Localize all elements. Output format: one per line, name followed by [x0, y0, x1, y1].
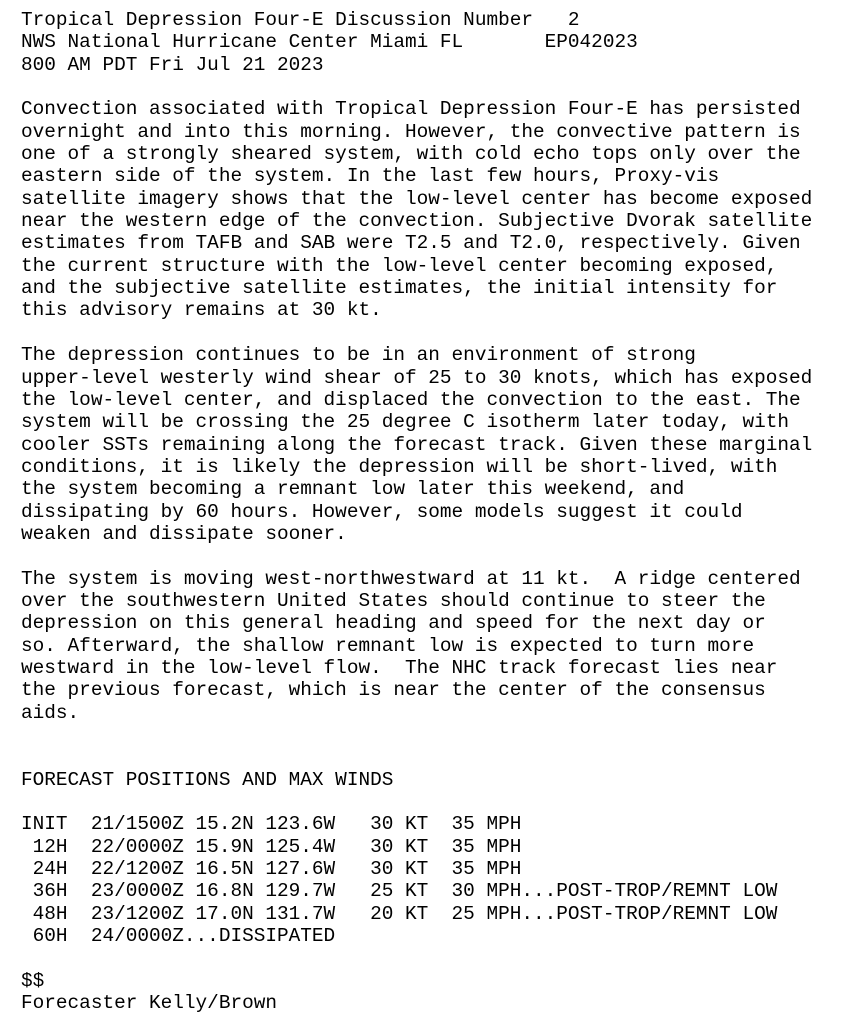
paragraph-line: Convection associated with Tropical Depression Four-E has persisted: [21, 98, 801, 121]
paragraph-line: over the southwestern United States should continue to steer the: [21, 589, 766, 612]
paragraph-line: dissipating by 60 hours. However, some models suggest it could: [21, 500, 743, 523]
paragraph-line: westward in the low-level flow. The NHC track forecast lies near: [21, 656, 778, 679]
paragraph-line: the current structure with the low-level center becoming exposed,: [21, 254, 778, 277]
forecaster-signature: Forecaster Kelly/Brown: [21, 992, 277, 1015]
paragraph-line: so. Afterward, the shallow remnant low is expected to turn more: [21, 634, 755, 657]
paragraph-line: the system becoming a remnant low later this weekend, and: [21, 478, 685, 501]
paragraph-line: and the subjective satellite estimates, the initial intensity for: [21, 277, 778, 300]
paragraph-line: depression on this general heading and speed for the next day or: [21, 612, 766, 635]
paragraph-line: estimates from TAFB and SAB were T2.5 and T2.0, respectively. Given: [21, 232, 801, 255]
paragraph-line: aids.: [21, 701, 80, 724]
paragraph-line: near the western edge of the convection. Subjective Dvorak satellite: [21, 210, 813, 233]
forecast-row: 12H 22/0000Z 15.9N 125.4W 30 KT 35 MPH: [21, 835, 522, 858]
end-marker: $$: [21, 969, 45, 992]
discussion-document: [21, 9, 861, 1014]
paragraph-line: one of a strongly sheared system, with cold echo tops only over the: [21, 143, 801, 166]
paragraph-line: the low-level center, and displaced the convection to the east. The: [21, 388, 801, 411]
paragraph-intensity: [21, 98, 861, 321]
forecast-row: 36H 23/0000Z 16.8N 129.7W 25 KT 30 MPH...POST-TROP/REMNT LOW: [21, 880, 778, 903]
forecast-table: [21, 813, 861, 947]
paragraph-line: satellite imagery shows that the low-level center has become exposed: [21, 187, 813, 210]
forecast-row: 60H 24/0000Z...DISSIPATED: [21, 925, 336, 948]
paragraph-line: the previous forecast, which is near the center of the consensus: [21, 679, 766, 702]
header-office: NWS National Hurricane Center Miami FL EP042023: [21, 31, 638, 54]
paragraph-line: eastern side of the system. In the last few hours, Proxy-vis: [21, 165, 720, 188]
forecast-heading: FORECAST POSITIONS AND MAX WINDS: [21, 768, 394, 791]
forecast-section: [21, 769, 861, 948]
forecast-row: 24H 22/1200Z 16.5N 127.6W 30 KT 35 MPH: [21, 858, 522, 881]
paragraph-line: weaken and dissipate sooner.: [21, 522, 347, 545]
paragraph-line: The depression continues to be in an environment of strong: [21, 344, 696, 367]
paragraph-environment: [21, 344, 861, 545]
paragraph-line: The system is moving west-northwestward at 11 kt. A ridge centered: [21, 567, 801, 590]
paragraph-line: cooler SSTs remaining along the forecast track. Given these marginal: [21, 433, 813, 456]
paragraph-line: overnight and into this morning. However, the convective pattern is: [21, 120, 801, 143]
header-block: [21, 9, 861, 76]
forecast-row: INIT 21/1500Z 15.2N 123.6W 30 KT 35 MPH: [21, 813, 522, 836]
paragraph-line: conditions, it is likely the depression will be short-lived, with: [21, 455, 778, 478]
header-datetime: 800 AM PDT Fri Jul 21 2023: [21, 53, 324, 76]
paragraph-line: upper-level westerly wind shear of 25 to 30 knots, which has exposed: [21, 366, 813, 389]
paragraph-track: [21, 568, 861, 724]
forecast-row: 48H 23/1200Z 17.0N 131.7W 20 KT 25 MPH...POST-TROP/REMNT LOW: [21, 902, 778, 925]
header-title: Tropical Depression Four-E Discussion Number 2: [21, 9, 580, 31]
paragraph-line: this advisory remains at 30 kt.: [21, 299, 382, 322]
footer-block: [21, 970, 861, 1015]
paragraph-line: system will be crossing the 25 degree C isotherm later today, with: [21, 411, 789, 434]
